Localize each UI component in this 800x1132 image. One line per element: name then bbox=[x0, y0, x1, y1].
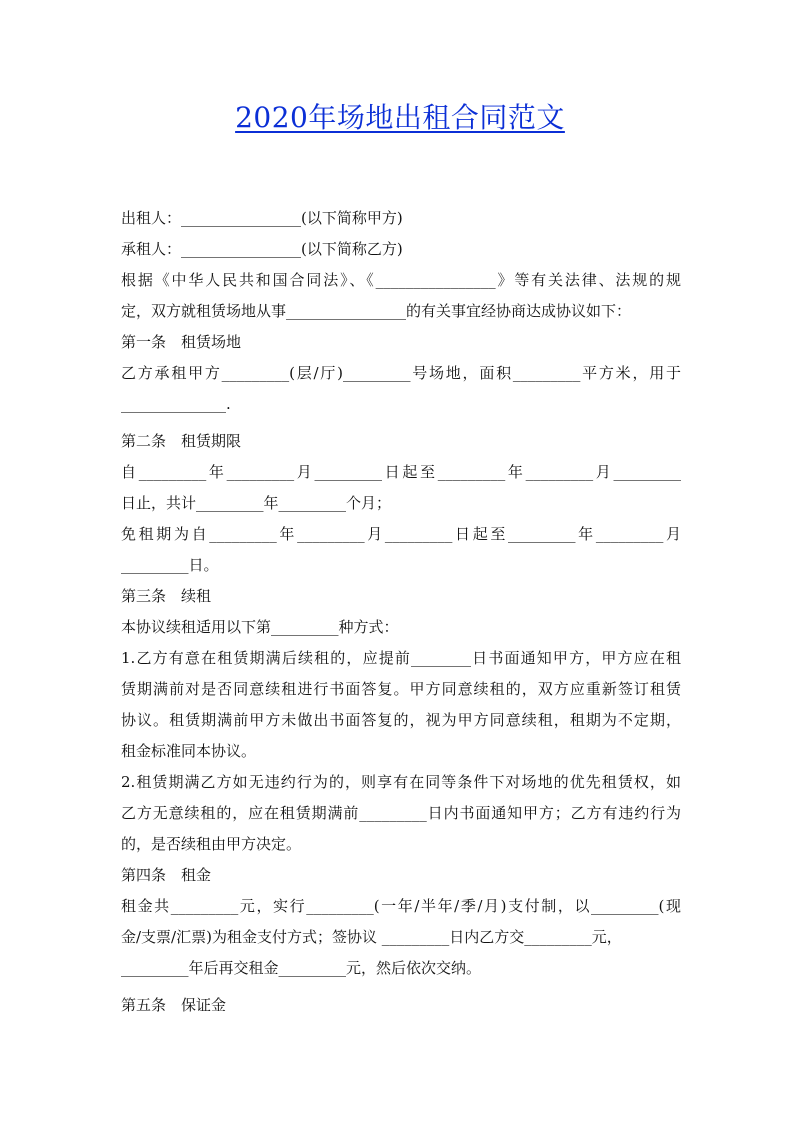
article-4-line-1: 租金共_________元，实行_________(一年/半年/季/月)支付制，以_________(现 bbox=[121, 897, 681, 915]
article-1-heading: 第一条 租赁场地 bbox=[121, 333, 242, 351]
preamble-line-1: 根据《中华人民共和国合同法》、《________________》等有关法律、法规的规 bbox=[121, 271, 681, 289]
article-3-line-3: 赁期满前对是否同意续租进行书面答复。甲方同意续租的，双方应重新签订租赁 bbox=[121, 680, 681, 698]
article-3-line-8: 的，是否续租由甲方决定。 bbox=[121, 835, 302, 853]
article-4-heading: 第四条 租金 bbox=[121, 866, 212, 884]
lessor-line: 出租人：________________(以下简称甲方) bbox=[121, 209, 403, 227]
article-1-line-1: 乙方承租甲方_________(层/厅)_________号场地，面积_________平方米，用于 bbox=[121, 364, 681, 382]
preamble-line-2: 定，双方就租赁场地从事________________的有关事宜经协商达成协议如下： bbox=[121, 302, 632, 320]
document-title bbox=[0, 98, 800, 138]
article-1-line-2: ______________. bbox=[121, 395, 231, 413]
article-3-heading: 第三条 续租 bbox=[121, 587, 212, 605]
contract-body bbox=[121, 203, 681, 1021]
article-2-line-2: 日止，共计_________年_________个月； bbox=[121, 494, 392, 512]
article-2-line-3: 免租期为自_________年_________月_________日起至_________年_________月 bbox=[121, 525, 681, 543]
title-link[interactable]: 2020年场地出租合同范文 bbox=[235, 101, 565, 134]
lessee-line: 承租人：________________(以下简称乙方) bbox=[121, 240, 403, 258]
article-3-line-7: 乙方无意续租的，应在租赁期满前_________日内书面通知甲方；乙方有违约行为 bbox=[121, 804, 681, 822]
article-3-line-2: 1.乙方有意在租赁期满后续租的，应提前________日书面通知甲方，甲方应在租 bbox=[121, 649, 681, 667]
article-3-line-5: 租金标准同本协议。 bbox=[121, 742, 257, 760]
article-4-line-3: _________年后再交租金_________元，然后依次交纳。 bbox=[121, 959, 482, 977]
article-3-line-6: 2.租赁期满乙方如无违约行为的，则享有在同等条件下对场地的优先租赁权，如 bbox=[121, 773, 681, 791]
article-2-heading: 第二条 租赁期限 bbox=[121, 432, 242, 450]
article-3-line-1: 本协议续租适用以下第_________种方式： bbox=[121, 618, 399, 636]
article-5-heading: 第五条 保证金 bbox=[121, 996, 227, 1014]
article-3-line-4: 协议。租赁期满前甲方未做出书面答复的，视为甲方同意续租，租期为不定期， bbox=[121, 711, 681, 729]
article-4-line-2: 金/支票/汇票)为租金支付方式；签协议 _________日内乙方交_________元， bbox=[121, 928, 622, 946]
article-2-line-1: 自_________年_________月_________日起至_________年_________月_________ bbox=[121, 463, 681, 481]
article-2-line-4: _________日。 bbox=[121, 556, 219, 574]
